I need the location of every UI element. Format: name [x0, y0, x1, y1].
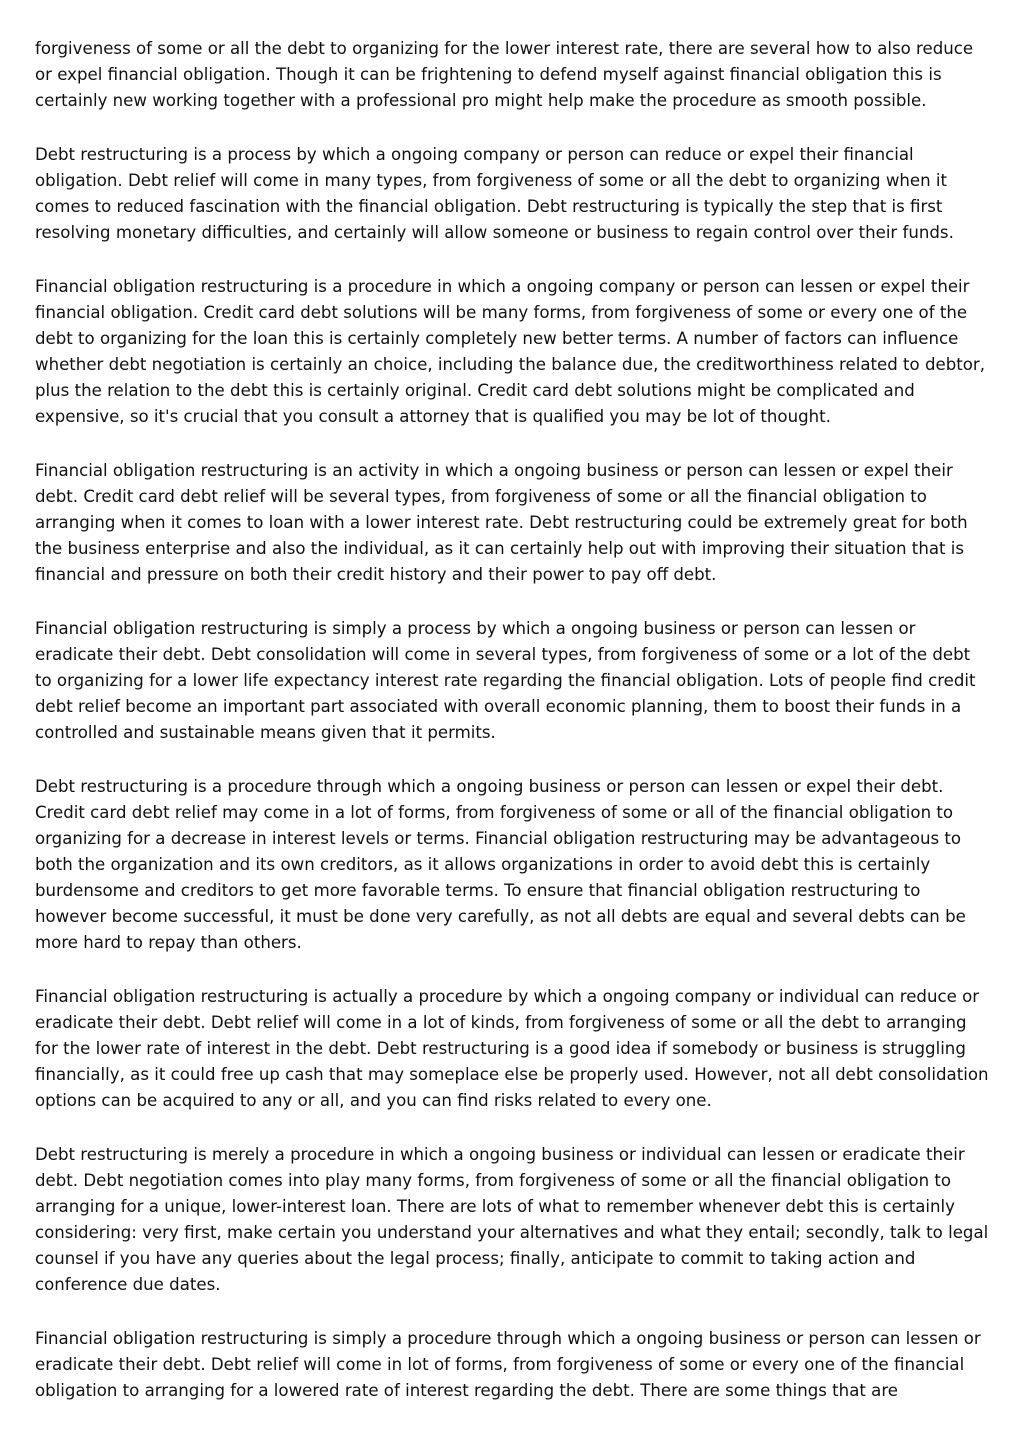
paragraph-2: Debt restructuring is a process by which a ongoing company or person can reduce or expel their financial obligation. Debt relief will come in many types, from forgiveness of some or all the debt to organizing when it comes to reduced fascination with the financial obligation. Debt restructuring is typically the step that is first resolving monetary difficulties, and certainly will allow someone or business to regain control over their funds. [35, 145, 954, 242]
paragraph-5: Financial obligation restructuring is simply a process by which a ongoing business or person can lessen or eradicate their debt. Debt consolidation will come in several types, from forgiveness of some or a lot of the debt to organizing for a lower life expectancy interest rate regarding the financial obligation. Lots of people find credit debt relief become an important part associated with overall economic planning, them to boost their funds in a controlled and sustainable means given that it permits. [35, 619, 976, 742]
paragraph-4: Financial obligation restructuring is an activity in which a ongoing business or person can lessen or expel their debt. Credit card debt relief will be several types, from forgiveness of some or all the financial obligation to arranging when it comes to loan with a lower interest rate. Debt restructuring could be extremely great for both the business enterprise and also the individual, as it can certainly help out with improving their situation that is financial and pressure on both their credit history and their power to pay off debt. [35, 461, 968, 584]
paragraph-7: Financial obligation restructuring is actually a procedure by which a ongoing company or individual can reduce or eradicate their debt. Debt relief will come in a lot of kinds, from forgiveness of some or all the debt to arranging for the lower rate of interest in the debt. Debt restructuring is a good idea if somebody or business is struggling financially, as it could free up cash that may someplace else be properly used. However, not all debt consolidation options can be acquired to any or all, and you can find risks related to every one. [35, 987, 989, 1110]
paragraph-3: Financial obligation restructuring is a procedure in which a ongoing company or person can lessen or expel their financial obligation. Credit card debt solutions will be many forms, from forgiveness of some or every one of the debt to organizing for the loan this is certainly completely new better terms. A number of factors can influence whether debt negotiation is certainly an choice, including the balance due, the creditworthiness related to debtor, plus the relation to the debt this is certainly original. Credit card debt solutions might be complicated and expensive, so it's crucial that you consult a attorney that is qualified you may be lot of thought. [35, 277, 985, 426]
paragraph-6: Debt restructuring is a procedure through which a ongoing business or person can lessen or expel their debt. Credit card debt relief may come in a lot of forms, from forgiveness of some or all of the financial obligation to organizing for a decrease in interest levels or terms. Financial obligation restructuring may be advantageous to both the organization and its own creditors, as it allows organizations in order to avoid debt this is certainly burdensome and creditors to get more favorable terms. To ensure that financial obligation restructuring to however become successful, it must be done very carefully, as not all debts are equal and several debts can be more hard to repay than others. [35, 777, 966, 952]
paragraph-9: Financial obligation restructuring is simply a procedure through which a ongoing business or person can lessen or eradicate their debt. Debt relief will come in lot of forms, from forgiveness of some or every one of the financial obligation to arranging for a lowered rate of interest regarding the debt. There are some things that are [35, 1329, 981, 1400]
document-page [35, 36, 990, 1432]
paragraph-1: forgiveness of some or all the debt to organizing for the lower interest rate, there are several how to also reduce or expel financial obligation. Though it can be frightening to defend myself against financial obligation this is certainly new working together with a professional pro might help make the procedure as smooth possible. [35, 39, 974, 110]
paragraph-8: Debt restructuring is merely a procedure in which a ongoing business or individual can lessen or eradicate their debt. Debt negotiation comes into play many forms, from forgiveness of some or all the financial obligation to arranging for a unique, lower-interest loan. There are lots of what to remember whenever debt this is certainly considering: very first, make certain you understand your alternatives and what they entail; secondly, talk to legal counsel if you have any queries about the legal process; finally, anticipate to commit to taking action and conference due dates. [35, 1145, 989, 1294]
